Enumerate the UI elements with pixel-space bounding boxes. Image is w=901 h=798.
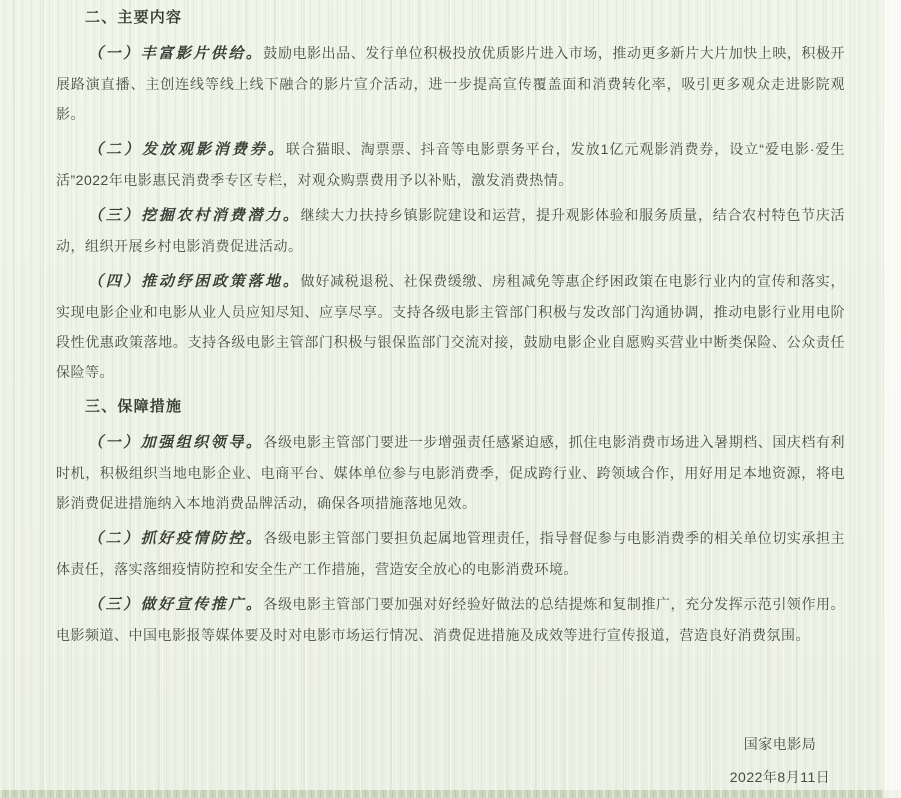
- paragraph-lead: （四）推动纾困政策落地。: [88, 273, 301, 290]
- paragraph-lead: （三）做好宣传推广。: [88, 596, 264, 613]
- bottom-edge-band: [0, 790, 901, 798]
- paragraph-rural-consumption: [56, 200, 845, 261]
- paragraph-epidemic-control: [56, 523, 845, 584]
- paragraph-text: 继续大力扶持乡镇影院建设和运营，提升观影体验和服务质量，结合农村特色节庆活动，组织开展乡村电影消费促进活动。: [56, 207, 845, 254]
- right-edge-strip: [884, 0, 901, 798]
- paragraph-lead: （一）加强组织领导。: [88, 434, 264, 451]
- paragraph-text: 各级电影主管部门要进一步增强责任感紧迫感，抓住电影消费市场进入暑期档、国庆档有利时机，积极组织当地电影企业、电商平台、媒体单位参与电影消费季，促成跨行业、跨领域合作，用好用足本地资源，将电影消费促进措施纳入本地消费品牌活动，确保各项措施落地见效。: [56, 434, 845, 511]
- signature-block: [715, 728, 845, 794]
- paragraph-text: 做好减税退税、社保费缓缴、房租减免等惠企纾困政策在电影行业内的宣传和落实，实现电影企业和电影从业人员应知尽知、应享尽享。支持各级电影主管部门积极与发改部门沟通协调，推动电影行业用电阶段性优惠政策落地。支持各级电影主管部门积极与银保监部门交流对接，鼓励电影企业自愿购买营业中断类保险、公众责任保险等。: [56, 273, 845, 380]
- paragraph-relief-policies: [56, 266, 845, 387]
- paragraph-text: 联合猫眼、淘票票、抖音等电影票务平台，发放1亿元观影消费券，设立“爱电影·爱生活”2022年电影惠民消费季专区专栏，对观众购票费用予以补贴，激发消费热情。: [56, 141, 845, 188]
- paragraph-lead: （二）抓好疫情防控。: [88, 530, 264, 547]
- paragraph-lead: （一）丰富影片供给。: [88, 45, 264, 62]
- document-body: [56, 3, 845, 794]
- paragraph-lead: （二）发放观影消费券。: [88, 141, 286, 158]
- section-heading-safeguards: 三、保障措施: [85, 398, 183, 415]
- paragraph-text: 各级电影主管部门要担负起属地管理责任，指导督促参与电影消费季的相关单位切实承担主体责任，落实落细疫情防控和安全生产工作措施，营造安全放心的电影消费环境。: [56, 530, 845, 577]
- paragraph-text: 鼓励电影出品、发行单位积极投放优质影片进入市场，推动更多新片大片加快上映，积极开展路演直播、主创连线等线上线下融合的影片宣介活动，进一步提高宣传覆盖面和消费转化率，吸引更多观众走进影院观影。: [56, 45, 845, 122]
- signature-issuer: 国家电影局: [743, 736, 817, 752]
- paragraph-lead: （三）挖掘农村消费潜力。: [88, 207, 301, 224]
- paragraph-film-supply: [56, 38, 845, 129]
- paragraph-coupons: [56, 134, 845, 195]
- paragraph-publicity-promotion: [56, 589, 845, 650]
- paragraph-text: 各级电影主管部门要加强对好经验好做法的总结提炼和复制推广，充分发挥示范引领作用。电影频道、中国电影报等媒体要及时对电影市场运行情况、消费促进措施及成效等进行宣传报道，营造良好消费氛围。: [56, 596, 845, 643]
- paragraph-organization-leadership: [56, 427, 845, 518]
- section-heading-main-content: 二、主要内容: [85, 9, 183, 26]
- signature-date: 2022年8月11日: [729, 769, 831, 785]
